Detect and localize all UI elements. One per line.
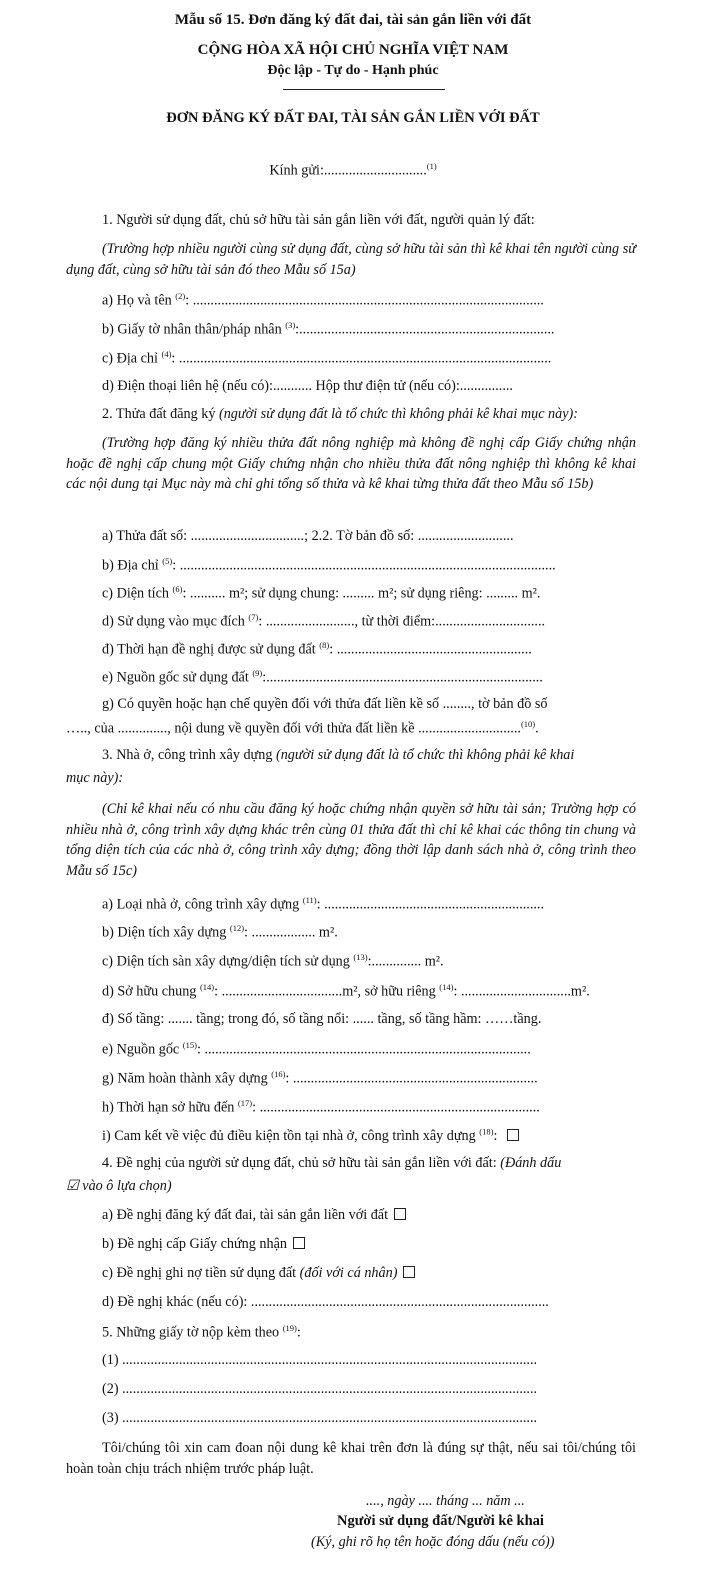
section-1-title: 1. Người sử dụng đất, chủ sở hữu tài sản gắn liền với đất, người quản lý đất: [102, 212, 535, 228]
country-name: CỘNG HÒA XÃ HỘI CHỦ NGHĨA VIỆT NAM [197, 42, 509, 58]
s3-origin-field[interactable]: e) Nguồn gốc $^{(15)}$: ............................................................................................ [102, 1040, 531, 1058]
s4-option-register [102, 1207, 406, 1224]
section-2-title-text: 2. Thửa đất đăng ký [102, 406, 219, 422]
section-3-note: (Chỉ kê khai nếu có nhu cầu đăng ký hoặc chứng nhận quyền sở hữu tài sản; Trường hợp có nhiều nhà ở, công trình xây dựng khác trên cùng 01 thửa đất thì chỉ kê khai các thông tin chung và tổng diện tích của các nhà ở, công trình xây dựng; đồng thời lập danh sách nhà ở, công trình theo Mẫu số 15c) [66, 801, 636, 879]
document-title: ĐƠN ĐĂNG KÝ ĐẤT ĐAI, TÀI SẢN GẮN LIỀN VỚI ĐẤT [166, 110, 540, 126]
s2-origin-field[interactable]: e) Nguồn gốc sử dụng đất $^{(9)}$:.............................................................................. [102, 668, 543, 686]
commitment-statement: Tôi/chúng tôi xin cam đoan nội dung kê khai trên đơn là đúng sự thật, nếu sai tôi/chúng tôi hoàn toàn chịu trách nhiệm trước pháp luật. [66, 1440, 636, 1477]
section-4-title-note: (Đánh dấu [500, 1155, 562, 1171]
section-1-note: (Trường hợp nhiều người cùng sử dụng đất, cùng sở hữu tài sản thì kê khai tên người cùng sử dụng đất, cùng sở hữu tài sản đó theo Mẫu số 15a) [66, 241, 636, 278]
section-4-title-note-cont: ☑ vào ô lựa chọn) [66, 1178, 172, 1194]
form-number-title: Mẫu số 15. Đơn đăng ký đất đai, tài sản gắn liền với đất [174, 12, 532, 28]
s3-commitment-item [102, 1126, 519, 1145]
s2-address-field[interactable]: b) Địa chỉ $^{(5)}$: .......................................................................................................... [102, 556, 556, 574]
s2-area-field[interactable]: c) Diện tích $^{(6)}$: .......... m²; sử dụng chung: ......... m²; sử dụng riêng: ......... m². [102, 584, 541, 602]
attachment-line-3[interactable]: (3) ..................................................................................................................... [102, 1410, 538, 1426]
s3-floor-area-field[interactable]: c) Diện tích sàn xây dựng/diện tích sử dụng $^{(13)}$:.............. m². [102, 952, 444, 970]
s1-name-field[interactable]: a) Họ và tên $^{(2)}$: ................................................................................................... [102, 291, 544, 309]
section-2-title [102, 406, 578, 423]
section-3-title-note-cont: mục này): [66, 770, 124, 786]
recipient-line: Kính gửi:.............................$^{(1)}$ [269, 161, 437, 179]
s2-purpose-field[interactable]: d) Sử dụng vào mục đích $^{(7)}$: ........................., từ thời điểm:............................... [102, 612, 546, 630]
section-2-note: (Trường hợp đăng ký nhiều thửa đất nông nghiệp mà không đề nghị cấp Giấy chứng nhận hoặc đề nghị cấp chung một Giấy chứng nhận cho nhiều thửa đất nông nghiệp thì không kê khai các nội dung tại Mục này mà chỉ ghi tổng số thửa và kê khai từng thửa đất theo Mẫu số 15b) [66, 435, 636, 493]
motto-underline [283, 89, 445, 90]
signature-note: (Ký, ghi rõ họ tên hoặc đóng dấu (nếu có)) [311, 1534, 555, 1550]
section-4-title [102, 1155, 561, 1172]
s3-ownership-field[interactable]: d) Sở hữu chung $^{(14)}$: ..................................m², sở hữu riêng $^{(14)}$: ...............................m². [102, 982, 590, 1000]
s4-option-debt-note: (đối với cá nhân) [299, 1265, 398, 1281]
s1-address-field[interactable]: c) Địa chỉ $^{(4)}$: ......................................................................................................... [102, 349, 552, 367]
section-3-title-note: (người sử dụng đất là tổ chức thì không phải kê khai [275, 747, 575, 763]
attachment-line-1[interactable]: (1) ..................................................................................................................... [102, 1352, 538, 1368]
s3-build-area-field[interactable]: b) Diện tích xây dựng $^{(12)}$: .................. m². [102, 923, 338, 941]
section-2-title-note: (người sử dụng đất là tổ chức thì không phải kê khai mục này): [218, 406, 578, 422]
s4-register-checkbox[interactable] [394, 1208, 406, 1220]
section-5-title: 5. Những giấy tờ nộp kèm theo $^{(19)}$: [102, 1323, 301, 1341]
s3-commitment-label: i) Cam kết về việc đủ điều kiện tồn tại nhà ở, công trình xây dựng $^{(18)}$: [102, 1126, 501, 1144]
s4-option-debt [102, 1265, 415, 1282]
s4-debt-checkbox[interactable] [403, 1266, 415, 1278]
s4-other-request-field[interactable]: d) Đề nghị khác (nếu có): .................................................................................... [102, 1294, 549, 1310]
s4-option-register-label: a) Đề nghị đăng ký đất đai, tài sản gắn liền với đất [102, 1207, 389, 1223]
s3-year-field[interactable]: g) Năm hoàn thành xây dựng $^{(16)}$: ..................................................................... [102, 1069, 538, 1087]
s4-option-certificate-label: b) Đề nghị cấp Giấy chứng nhận [102, 1236, 287, 1252]
attachment-line-2[interactable]: (2) ..................................................................................................................... [102, 1381, 538, 1397]
s4-option-certificate [102, 1236, 305, 1253]
s1-id-field[interactable]: b) Giấy tờ nhân thân/pháp nhân $^{(3)}$:........................................................................ [102, 320, 555, 338]
section-3-title-text: 3. Nhà ở, công trình xây dựng [102, 747, 276, 763]
signature-date: ...., ngày .... tháng ... năm ... [366, 1493, 525, 1509]
s2-rights-field-cont[interactable]: ….., của .............., nội dung về quyền đối với thửa đất liền kề .............................$^{(10)}$. [66, 719, 539, 737]
s1-contact-field[interactable]: d) Điện thoại liên hệ (nếu có):........... Hộp thư điện tử (nếu có):............... [102, 378, 513, 394]
s2-duration-field[interactable]: đ) Thời hạn đề nghị được sử dụng đất $^{(8)}$: ....................................................... [102, 640, 532, 658]
s3-type-field[interactable]: a) Loại nhà ở, công trình xây dựng $^{(11)}$: .............................................................. [102, 895, 545, 913]
s3-commitment-checkbox[interactable] [507, 1129, 519, 1141]
s3-floors-field[interactable]: đ) Số tầng: ....... tầng; trong đó, số tầng nổi: ...... tầng, số tầng hầm: ……tầng. [102, 1011, 542, 1027]
signature-role: Người sử dụng đất/Người kê khai [337, 1513, 544, 1529]
section-3-title [102, 747, 574, 764]
s2-rights-field[interactable]: g) Có quyền hoặc hạn chế quyền đối với thửa đất liền kề số ........, tờ bản đồ số [102, 696, 548, 712]
s3-ownership-term-field[interactable]: h) Thời hạn sở hữu đến $^{(17)}$: ............................................................................... [102, 1098, 540, 1116]
section-4-title-text: 4. Đề nghị của người sử dụng đất, chủ sở hữu tài sản gắn liền với đất: [102, 1155, 501, 1171]
s4-certificate-checkbox[interactable] [293, 1237, 305, 1249]
s2-parcel-field[interactable]: a) Thửa đất số: ................................; 2.2. Tờ bản đồ số: ........................... [102, 528, 514, 544]
s4-option-debt-label: c) Đề nghị ghi nợ tiền sử dụng đất [102, 1265, 300, 1281]
motto: Độc lập - Tự do - Hạnh phúc [267, 63, 439, 78]
